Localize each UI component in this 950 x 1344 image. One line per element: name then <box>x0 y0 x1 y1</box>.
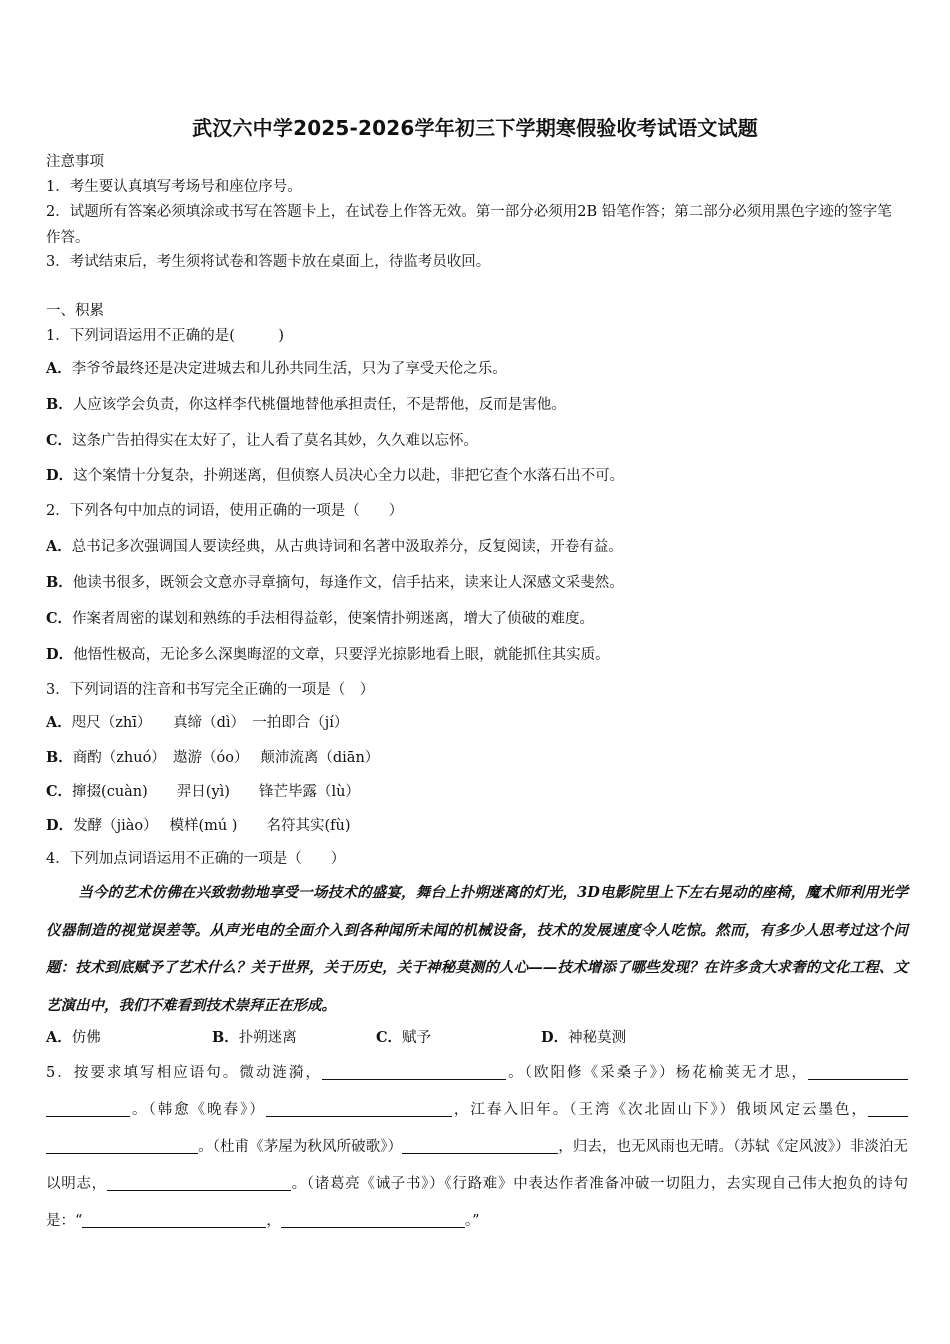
notice-heading: 注意事项 <box>46 154 104 170</box>
option-text: 商酌（zhuó） 遨游（óo） 颠沛流离（diān） <box>72 750 380 766</box>
answer-blank[interactable] <box>107 1174 291 1191</box>
q2-option-d <box>46 645 610 665</box>
q1-option-d <box>46 466 624 486</box>
q1-option-b <box>46 395 566 415</box>
q5-text: 。（诸葛亮《诫子书》）《行路难》中表达作者准备冲破一切阻力，去实现自己伟大抱负的诗句是：“ <box>46 1176 909 1229</box>
q3-option-c <box>46 782 360 802</box>
option-text: 赋予 <box>402 1030 432 1046</box>
q5-text: 。” <box>464 1213 480 1229</box>
answer-blank[interactable] <box>46 1100 130 1117</box>
answer-blank[interactable] <box>266 1100 452 1117</box>
question-2-stem: 2．下列各句中加点的词语，使用正确的一项是（ ） <box>46 503 404 519</box>
q2-option-a <box>46 537 623 557</box>
question-5 <box>46 1055 908 1240</box>
answer-blank[interactable] <box>46 1137 198 1154</box>
q1-option-c <box>46 431 478 451</box>
option-label: D． <box>541 1029 569 1046</box>
notice-item: 2．试题所有答案必须填涂或书写在答题卡上，在试卷上作答无效。第一部分必须用2B 铅笔作答；第二部分必须用黑色字迹的签字笔作答。 <box>46 204 892 246</box>
option-label: C． <box>376 1029 403 1046</box>
option-label: A． <box>46 538 72 555</box>
q4-option-d <box>541 1028 626 1048</box>
q3-option-b <box>46 748 379 768</box>
answer-blank[interactable] <box>402 1137 558 1154</box>
q5-text: ， <box>266 1213 281 1229</box>
option-text: 扑朔迷离 <box>238 1030 297 1046</box>
option-text: 撺掇(cuàn) 羿日(yì) 锋芒毕露（lù） <box>72 784 360 800</box>
q2-option-b <box>46 573 624 593</box>
option-label: C． <box>46 783 73 800</box>
q1-option-a <box>46 359 507 379</box>
option-label: A． <box>46 1029 72 1046</box>
q3-option-a <box>46 713 348 733</box>
option-text: 作案者周密的谋划和熟练的手法相得益彰，使案情扑朔迷离，增大了侦破的难度。 <box>72 611 595 627</box>
question-number: 5． <box>46 1065 74 1081</box>
option-text: 他读书很多，既领会文意亦寻章摘句，每逢作文，信手拈来，读来让人深感文采斐然。 <box>72 575 624 591</box>
q5-text: 按要求填写相应语句。微动涟漪， <box>73 1065 323 1081</box>
page-title: 武汉六中学2025-2026学年初三下学期寒假验收考试语文试题 <box>192 116 758 140</box>
option-label: A． <box>46 714 72 731</box>
q5-text: 。（韩愈《晚春》） <box>130 1102 266 1118</box>
option-text: 这条广告拍得实在太好了，让人看了莫名其妙，久久难以忘怀。 <box>72 433 479 449</box>
answer-blank[interactable] <box>868 1100 908 1117</box>
option-label: D． <box>46 817 74 834</box>
option-label: B． <box>46 574 73 591</box>
option-label: D． <box>46 646 74 663</box>
option-text: 这个案情十分复杂，扑朔迷离，但侦察人员决心全力以赴，非把它查个水落石出不可。 <box>73 468 625 484</box>
option-label: B． <box>46 749 73 766</box>
question-3-stem: 3．下列词语的注音和书写完全正确的一项是（ ） <box>46 682 375 698</box>
option-label: A． <box>46 360 72 377</box>
option-text: 咫尺（zhī） 真缔（dì） 一拍即合（jí） <box>71 715 349 731</box>
q5-text: ，归去，也无风雨也无晴。（苏轼《定风波》）非淡泊无以明志， <box>46 1139 908 1192</box>
q5-text: ，江春入旧年。（王湾《次北固山下》）俄顷风定云墨色， <box>451 1102 869 1118</box>
option-text: 神秘莫测 <box>568 1030 627 1046</box>
q5-text: 。（杜甫《茅屋为秋风所破歌》） <box>198 1139 403 1155</box>
option-label: D． <box>46 467 74 484</box>
question-4-stem: 4．下列加点词语运用不正确的一项是（ ） <box>46 851 346 867</box>
option-label: C． <box>46 610 73 627</box>
notice-item: 3．考试结束后，考生须将试卷和答题卡放在桌面上，待监考员收回。 <box>46 254 491 270</box>
option-label: B． <box>212 1029 239 1046</box>
passage-text: 当今的艺术仿佛在兴致勃勃地享受一场技术的盛宴，舞台上扑朔迷离的灯光，3D电影院里上下左右晃动的座椅，魔术师利用光学仪器制造的视觉误差等。从声光电的全面介入到各种闻所未闻的机械设备，技术的发展速度令人吃惊。然而，有多少人思考过这个问题：技术到底赋予了艺术什么？关于世界，关于历史，关于神秘莫测的人心——技术增添了哪些发现？在许多贪大求奢的文化工程、文艺演出中，我们不难看到技术崇拜正在形成。 <box>46 884 908 1014</box>
answer-blank[interactable] <box>281 1211 465 1228</box>
answer-blank[interactable] <box>808 1063 908 1080</box>
reading-passage <box>46 874 908 1024</box>
option-text: 李爷爷最终还是决定进城去和儿孙共同生活，只为了享受天伦之乐。 <box>71 361 507 377</box>
q4-options <box>46 1028 626 1048</box>
answer-blank[interactable] <box>82 1211 266 1228</box>
notice-item: 1．考生要认真填写考场号和座位序号。 <box>46 179 302 195</box>
q4-option-a <box>46 1028 212 1048</box>
option-text: 发酵（jiào） 模样(mú ) 名符其实(fù) <box>73 818 351 834</box>
option-text: 仿佛 <box>71 1030 101 1046</box>
q3-option-d <box>46 816 350 836</box>
option-text: 他悟性极高，无论多么深奥晦涩的文章，只要浮光掠影地看上眼，就能抓住其实质。 <box>73 647 610 663</box>
q2-option-c <box>46 609 594 629</box>
option-text: 人应该学会负责，你这样李代桃僵地替他承担责任，不是帮他，反而是害他。 <box>72 397 566 413</box>
q4-option-b <box>212 1028 376 1048</box>
q4-option-c <box>376 1028 541 1048</box>
answer-blank[interactable] <box>322 1063 506 1080</box>
q5-text: 。（欧阳修《采桑子》）杨花榆荚无才思， <box>506 1065 808 1081</box>
option-label: B． <box>46 396 73 413</box>
section-heading: 一、积累 <box>46 303 104 319</box>
option-text: 总书记多次强调国人要读经典，从古典诗词和名著中汲取养分，反复阅读，开卷有益。 <box>71 539 623 555</box>
option-label: C． <box>46 432 73 449</box>
question-1-stem: 1．下列词语运用不正确的是( ) <box>46 328 285 344</box>
